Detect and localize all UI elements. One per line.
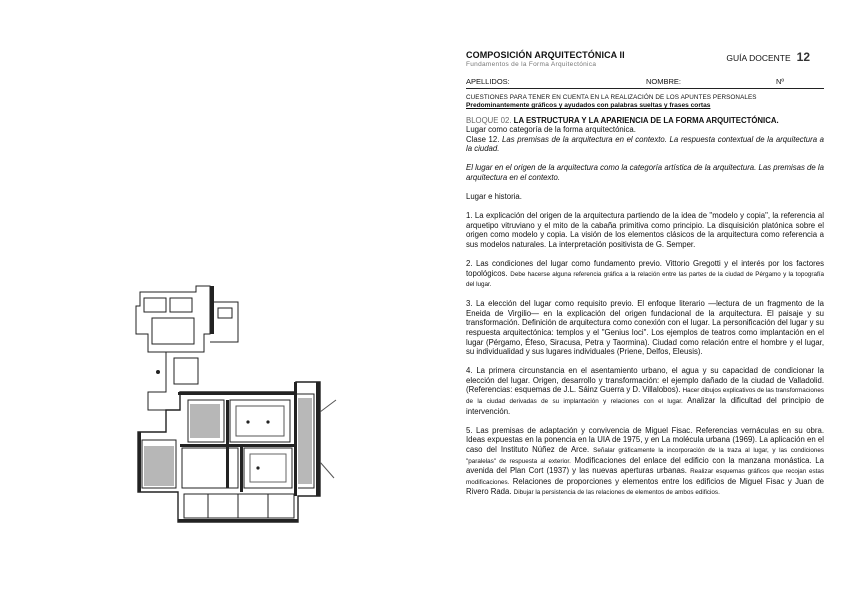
section-heading: Lugar e historia.	[466, 191, 522, 201]
apellidos-field[interactable]: APELLIDOS:	[466, 77, 510, 86]
item-note: Realizar esquemas gráficos que recojan estas modificaciones.	[466, 468, 824, 486]
item-note: Dibujar la persistencia de las relaciones de elementos de ambos edificios.	[513, 489, 720, 497]
instructions-emphasis: Predominantemente gráficos y ayudados con palabras sueltas y frases cortas	[466, 102, 711, 109]
nombre-field[interactable]: NOMBRE:	[646, 77, 682, 86]
bloque-title: LA ESTRUCTURA Y LA APARIENCIA DE LA FORMA ARQUITECTÓNICA.	[511, 116, 779, 125]
item-text: 1. La explicación del origen de la arquitectura partiendo de la idea de "modelo y copia", la referencia al arquetipo vitruviano y el mito de la cabaña primitiva como principio. La disquisición platónica sobre el origen como modelo y copia. La visión de los elementos clásicos de la arquitectura como referencia a sus modelos naturales. La interpretación positivista de G. Semper.	[466, 211, 824, 249]
italic-paragraph: El lugar en el origen de la arquitectura como la categoría artística de la arquitectura. Las premisas de la arquitectura en el contexto.	[466, 163, 824, 182]
course-title: COMPOSICIÓN ARQUITECTÓNICA II	[466, 50, 625, 60]
guia-label: GUÍA DOCENTE	[726, 53, 791, 63]
left-page	[0, 0, 420, 600]
clase-label: Clase 12.	[466, 134, 500, 144]
item-text: 4. La primera circunstancia en el asentamiento urbano, el agua y su capacidad de condicionar la elección del lugar. Origen, desarrollo y transformación: el ejemplo dañado de la ciudad de Valladolid. (Referencias: esquemas de J.L. Sáinz Guerra y D. Villalobos).	[466, 366, 824, 395]
guia-docente	[726, 50, 810, 64]
item-tail: Analizar la dificultad del principio de intervención.	[466, 396, 824, 416]
list-item	[466, 259, 824, 290]
item-note: Debe hacerse alguna referencia gráfica a la relación entre las partes de la ciudad de Pérgamo y la topografía del lugar.	[466, 270, 824, 289]
instructions-line: CUESTIONES PARA TENER EN CUENTA EN LA REALIZACIÓN DE LOS APUNTES PERSONALES	[466, 94, 757, 101]
list-item	[466, 426, 824, 498]
item-note: Hacer dibujos explicativos de las transformaciones de la ciudad derivadas de su implantación y relaciones con el lugar.	[466, 387, 824, 406]
item-text: 2. Las condiciones del lugar como fundamento previo. Vittorio Gregotti y el interés por los factores topológicos.	[466, 258, 824, 278]
course-subtitle: Fundamentos de la Forma Arquitectónica	[466, 61, 597, 68]
list-item	[466, 299, 824, 357]
document-page	[466, 50, 824, 498]
item-text: 3. La elección del lugar como requisito previo. El enfoque literario —lectura de un fragmento de la Eneida de Virgilio— en la explicación del origen fundacional de la arquitectura. El paisaje y su transformación. Definición de arquitectura como conexión con el lugar. La personificación del lugar y su respuesta arquitectónica: templos y el "Genius loci". Los ejemplos de teatros como implantación en el lugar (Pérgamo, Éfeso, Siracusa, Petra y Taormina). Ciudad como relación entre el hombre y el lugar, su individualidad y sus lugares individuales (Priene, Delfos, Eleusis).	[466, 299, 824, 357]
architectural-floor-plan	[118, 282, 340, 532]
bloque-heading	[466, 116, 824, 125]
item-tail: Modificaciones del enlace del edificio con la manzana monástica. La avenida del Plan Cort (1937) y las nuevas aperturas urbanas.	[466, 455, 824, 476]
intro-line: Lugar como categoría de la forma arquitectónica.	[466, 125, 636, 134]
item-text: 5. Las premisas de adaptación y convivencia de Miguel Fisac. Referencias vernáculas en su obra. Ideas expuestas en la ponencia en la UIA de 1975, y en La molécula urbana (1969). La aplicación en el caso del Instituto Núñez de Arce.	[466, 425, 824, 454]
item-note: Señalar gráficamente la incorporación de la traza al lugar, y las condiciones "paralelas" de respuesta al exterior.	[466, 446, 824, 465]
list-item	[466, 366, 824, 416]
clase-line	[466, 135, 824, 154]
numero-field[interactable]: Nº	[776, 77, 785, 86]
item-tail: Relaciones de proporciones y elementos entre los edificios de Miguel Fisac y Juan de Rivero Rada.	[466, 476, 824, 497]
student-fields	[466, 77, 824, 89]
clase-text: Las premisas de la arquitectura en el contexto. La respuesta contextual de la arquitectura a la ciudad.	[466, 134, 824, 154]
bloque-label: BLOQUE 02.	[466, 116, 512, 125]
list-item	[466, 211, 824, 249]
guia-number: 12	[796, 50, 810, 64]
